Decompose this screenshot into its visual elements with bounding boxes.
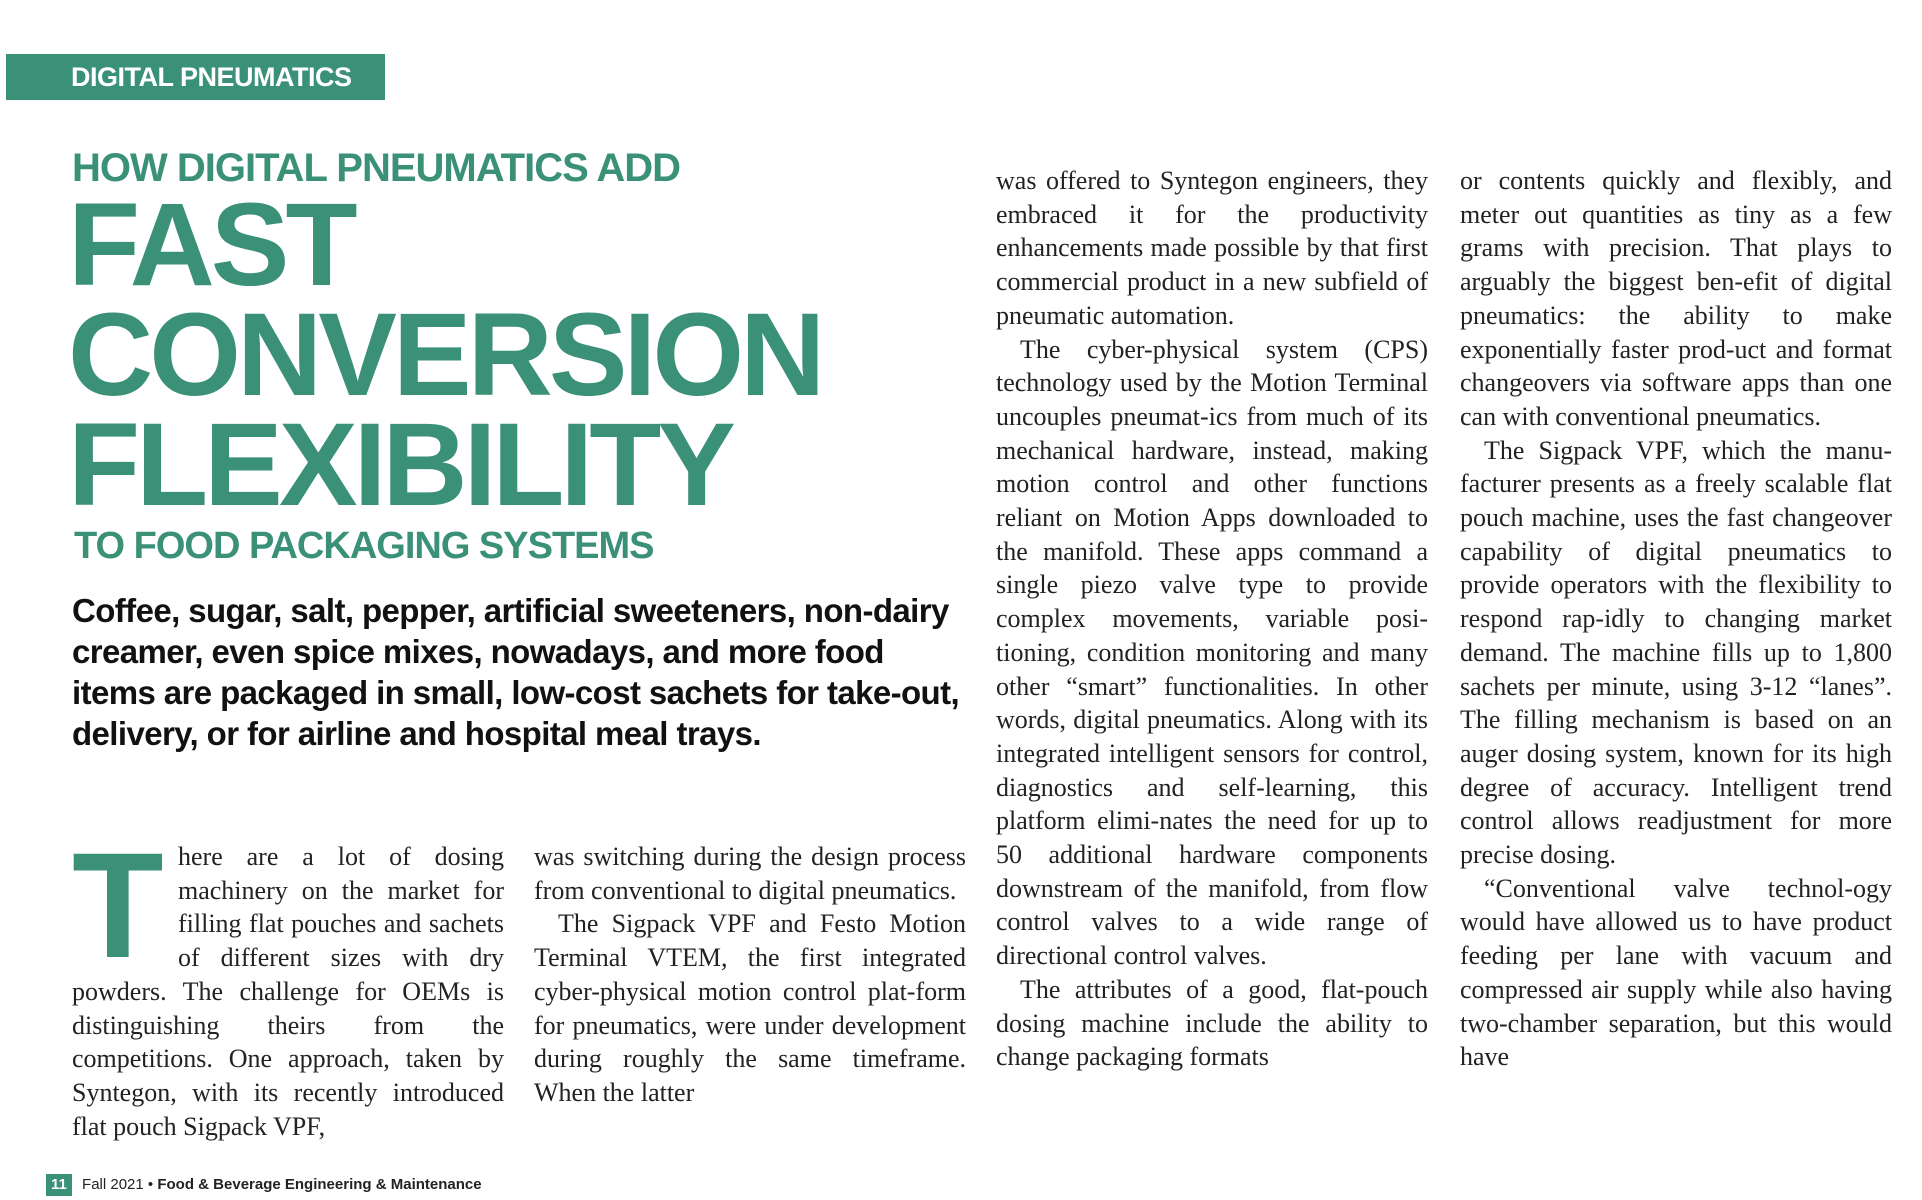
- issue-date: Fall 2021: [82, 1176, 144, 1193]
- headline: [68, 179, 822, 531]
- paragraph: or contents quickly and flexibly, and meter out quantities as tiny as a few grams with precision. That plays to arguably the biggest ben-efit of digital pneumatics: the ability to make exponentially faster prod-uct and format changeovers via software apps than one can with conventional pneumatics.: [1460, 166, 1892, 431]
- headline-line-1: FAST: [68, 179, 354, 311]
- drop-cap: T: [72, 821, 164, 989]
- paragraph: “Conventional valve technol-ogy would have allowed us to have product feeding per lane with vacuum and compressed air supply while also having two-chamber separation, but this would have: [1460, 873, 1892, 1072]
- body-column-4: [1460, 164, 1892, 1074]
- lead-paragraph-text: here are a lot of dosing machinery on the market for filling flat pouches and sachets of different sizes with dry powders. The challenge for OEMs is distinguishing theirs from the competitions. One approach, taken by Syntegon, with its recently introduced flat pouch Sigpack VPF,: [72, 842, 504, 1141]
- headline-kicker: HOW DIGITAL PNEUMATICS ADD: [72, 146, 681, 190]
- lead-paragraph: [72, 821, 504, 1143]
- page-number: 11: [46, 1174, 72, 1196]
- paragraph: The attributes of a good, flat-pouch dosing machine include the ability to change packaging formats: [996, 974, 1428, 1072]
- paragraph: The Sigpack VPF and Festo Motion Terminal VTEM, the first integrated cyber-physical motion control plat-form for pneumatics, were under development during roughly the same timeframe. When the latter: [534, 909, 966, 1107]
- headline-subkicker: TO FOOD PACKAGING SYSTEMS: [74, 525, 654, 567]
- section-tag: DIGITAL PNEUMATICS: [6, 54, 385, 100]
- body-column-3: [996, 164, 1428, 1074]
- page-footer: [46, 1174, 482, 1196]
- paragraph: was offered to Syntegon engineers, they embraced it for the productivity enhancements made possible by that first commercial product in a new subfield of pneumatic automation.: [996, 166, 1428, 330]
- paragraph: The cyber-physical system (CPS) technology used by the Motion Terminal uncouples pneumat-ics from much of its mechanical hardware, instead, making motion control and other functions reliant on Motion Apps downloaded to the manifold. These apps command a single piezo valve type to provide complex movements, variable posi-tioning, condition monitoring and many other “smart” functionalities. In other words, digital pneumatics. Along with its integrated intelligent sensors for control, diagnostics and self-learning, this platform elimi-nates the need for up to 50 additional hardware components downstream of the manifold, from flow control valves to a wide range of directional control valves.: [996, 334, 1428, 971]
- article-dek: Coffee, sugar, salt, pepper, artificial sweeteners, non-dairy creamer, even spice mixes, nowadays, and more food items are packaged in small, low-cost sachets for take-out, delivery, or for airline and hospital meal trays.: [72, 592, 960, 752]
- body-column-2: [534, 840, 966, 1110]
- paragraph: The Sigpack VPF, which the manu-facturer presents as a freely scalable flat pouch machine, uses the fast changeover capability of digital pneumatics to provide operators with the flexibility to respond rap-idly to changing market demand. The machine fills up to 1,800 sachets per minute, using 3-12 “lanes”. The filling mechanism is based on an auger dosing system, known for its high degree of accuracy. Intelligent trend control allows readjustment for more precise dosing.: [1460, 435, 1892, 870]
- body-column-1: [72, 821, 504, 1143]
- paragraph: was switching during the design process from conventional to digital pneumatics.: [534, 842, 966, 905]
- publication-name: Food & Beverage Engineering & Maintenance: [157, 1176, 482, 1193]
- headline-line-3: FLEXIBILITY: [68, 399, 732, 531]
- headline-line-2: CONVERSION: [68, 289, 822, 421]
- footer-separator: •: [147, 1176, 154, 1193]
